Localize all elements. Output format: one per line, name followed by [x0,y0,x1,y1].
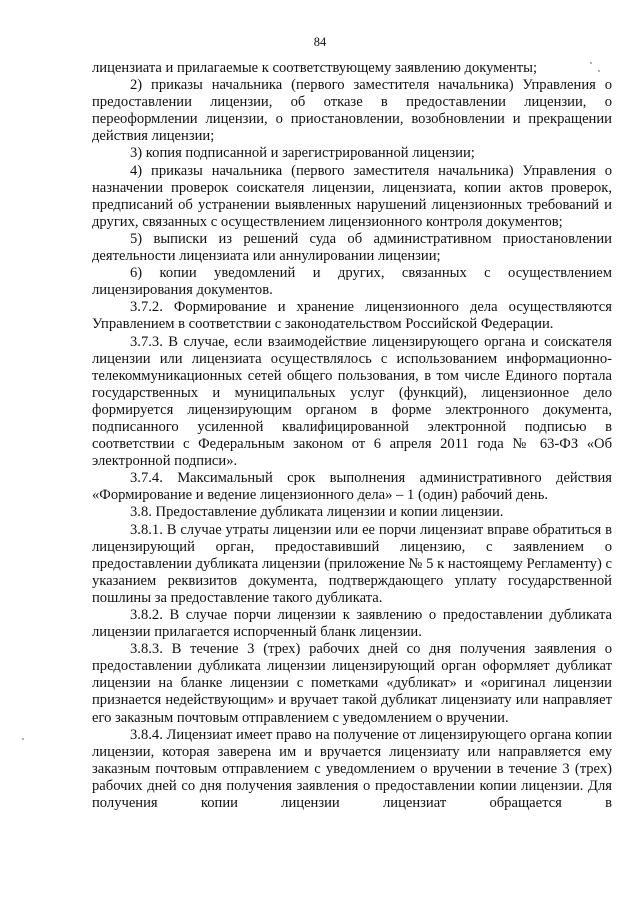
paragraph: 3.7.2. Формирование и хранение лицензионного дела осуществляются Управлением в соответствии с законодательством Российской Федерации. [92,299,612,333]
paragraph: 2) приказы начальника (первого заместителя начальника) Управления о предоставлении лицензии, об отказе в предоставлении лицензии, о переоформлении лицензии, о приостановлении, возобновлении и прекращении действия лицензии; [92,77,612,145]
paragraph: 3.8.3. В течение 3 (трех) рабочих дней со дня получения заявления о предоставлении дубликата лицензии лицензирующий орган оформляет дубликат лицензии на бланке лицензии с пометками «дубликат» и «оригинал лицензии признается недействующим» и вручает такой дубликат лицензиату или направляет его заказным почтовым отправлением с уведомлением о вручении. [92,641,612,726]
paragraph: 5) выписки из решений суда об административном приостановлении деятельности лицензиата или аннулировании лицензии; [92,230,612,265]
paragraph: 3) копия подписанной и зарегистрированной лицензии; [130,145,475,162]
paragraph: 3.7.4. Максимальный срок выполнения административного действия «Формирование и ведение лицензионного дела» – 1 (один) рабочий день. [92,470,612,504]
paragraph: 3.8. Предоставление дубликата лицензии и копии лицензии. [130,504,504,521]
paragraph: 3.8.2. В случае порчи лицензии к заявлению о предоставлении дубликата лицензии прилагается испорченный бланк лицензии. [92,607,612,641]
page-number: 84 [313,35,327,49]
paragraph: 3.8.4. Лицензиат имеет право на получение от лицензирующего органа копии лицензии, которая заверена им и вручается лицензиату или направляется ему заказным почтовым отправлением с уведомлением о вручении в течение 3 (трех) рабочих дней со дня получения заявления о предоставлении копии лицензии. Для получения копии лицензии лицензиат обращается в [92,726,612,812]
scan-speck [22,738,24,740]
paragraph: 3.8.1. В случае утраты лицензии или ее порчи лицензиат вправе обратиться в лицензирующий орган, предоставивший лицензию, с заявлением о предоставлении дубликата лицензии (приложение № 5 к настоящему Регламенту) с указанием реквизитов документа, подтверждающего уплату государственной пошлины за предоставление такого дубликата. [92,521,612,606]
paragraph: 3.7.3. В случае, если взаимодействие лицензирующего органа и соискателя лицензии или лицензиата осуществлялось с использованием информационно-телекоммуникационных сетей общего пользования, в том числе Единого портала государственных и муниципальных услуг (функций), лицензионное дело формируется лицензирующим органом в форме электронного документа, подписанного усиленной квалифицированной электронной подписью в соответствии с Федеральным законом от 6 апреля 2011 года № 63-ФЗ «Об электронной подписи». [92,333,612,470]
scan-speck [598,70,600,72]
paragraph: 4) приказы начальника (первого заместителя начальника) Управления о назначении проверок соискателя лицензии, лицензиата, копии актов проверок, предписаний об устранении выявленных нарушений лицензионных требований и других, связанных с осуществлением лицензионного контроля документов; [92,162,612,230]
scan-speck [590,62,592,64]
page-body [92,60,612,812]
paragraph: 6) копии уведомлений и других, связанных с осуществлением лицензирования документов. [92,265,612,299]
paragraph: лицензиата и прилагаемые к соответствующему заявлению документы; [92,60,538,76]
